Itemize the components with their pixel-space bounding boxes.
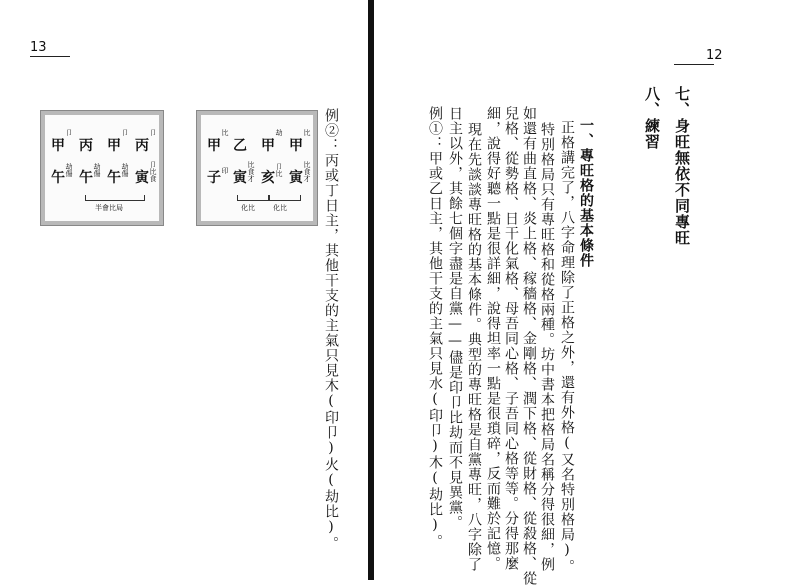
branch-gods: 劫傷 xyxy=(65,163,73,177)
stem: 甲 xyxy=(261,138,275,154)
page-number-rule xyxy=(674,64,714,65)
bracket-label: 化比 xyxy=(241,204,255,212)
stem: 甲 xyxy=(51,138,65,154)
heading-section-8: 八、練習 xyxy=(643,86,661,150)
branch-gods: 卩比食 xyxy=(149,161,157,182)
stem: 丙 xyxy=(79,138,93,154)
branch: 亥 xyxy=(261,170,275,186)
stem-god: 卩 xyxy=(121,129,129,136)
bracket xyxy=(237,195,269,201)
stem: 甲 xyxy=(207,138,221,154)
paragraph-line: 細，說得好聽一點是很詳細，說得坦率一點是很瑣碎，反而難於記憶。 xyxy=(485,106,501,571)
stem-god: 劫 xyxy=(275,129,283,136)
branch: 子 xyxy=(207,170,221,186)
example-2-text: 例②：丙或丁日主，其他干支的主氣只見木(印卩)火(劫比)。 xyxy=(323,108,339,551)
branch: 寅 xyxy=(233,170,247,186)
stem: 乙 xyxy=(233,138,247,154)
bracket xyxy=(85,195,145,201)
branch: 寅 xyxy=(135,170,149,186)
branch-gods: 卩比 xyxy=(275,163,283,177)
page-number-rule xyxy=(30,56,70,57)
stem-god: 卩 xyxy=(65,129,73,136)
branch: 午 xyxy=(51,170,65,186)
page-number-left: 13 xyxy=(30,40,47,55)
stem-god: 比 xyxy=(221,129,229,136)
paragraph-line: 正格講完了，八字命理除了正格之外，還有外格(又名特別格局)。 xyxy=(559,120,575,574)
bracket xyxy=(269,195,301,201)
stem-god: 比 xyxy=(303,129,311,136)
branch: 午 xyxy=(79,170,93,186)
paragraph-line: 日主以外，其餘七個字盡是自黨——儘是印卩比劫而不見異黨。 xyxy=(447,106,463,530)
stem: 丙 xyxy=(135,138,149,154)
right-page xyxy=(374,0,793,586)
paragraph-line: 現在先談談專旺格的基本條件。典型的專旺格是自黨專旺，八字除了 xyxy=(466,122,482,572)
stem-god: 卩 xyxy=(149,129,157,136)
paragraph-line: 特別格局只有專旺格和從格兩種。坊中書本把格局名稱分得很細，例 xyxy=(539,122,555,572)
example-1-text: 例①：甲或乙日主，其他干支的主氣只見水(印卩)木(劫比)。 xyxy=(427,106,443,549)
branch-gods: 印 xyxy=(221,167,229,174)
heading-section-7: 七、身旺無依不同專旺 xyxy=(673,86,691,246)
section-title: 一、專旺格的基本條件 xyxy=(578,118,594,268)
bracket-label: 化比 xyxy=(273,204,287,212)
branch: 午 xyxy=(107,170,121,186)
pillar-chart-b xyxy=(40,110,164,226)
branch-gods: 比食才 xyxy=(247,161,255,182)
bracket-label: 半會比局 xyxy=(95,204,123,212)
branch: 寅 xyxy=(289,170,303,186)
branch-gods: 比食才 xyxy=(303,161,311,182)
paragraph-line: 兒格、從勢格、日干化氣格、母吾同心格、子吾同心格等等。分得那麼 xyxy=(503,106,519,571)
branch-gods: 劫傷 xyxy=(93,163,101,177)
left-page xyxy=(0,0,368,580)
page-number-right: 12 xyxy=(706,48,723,63)
stem: 甲 xyxy=(107,138,121,154)
branch-gods: 劫傷 xyxy=(121,163,129,177)
stem: 甲 xyxy=(289,138,303,154)
pillar-chart-a xyxy=(196,110,318,226)
paragraph-line: 如還有曲直格、炎上格、稼穡格、金剛格、潤下格、從財格、從殺格、從 xyxy=(521,106,537,586)
